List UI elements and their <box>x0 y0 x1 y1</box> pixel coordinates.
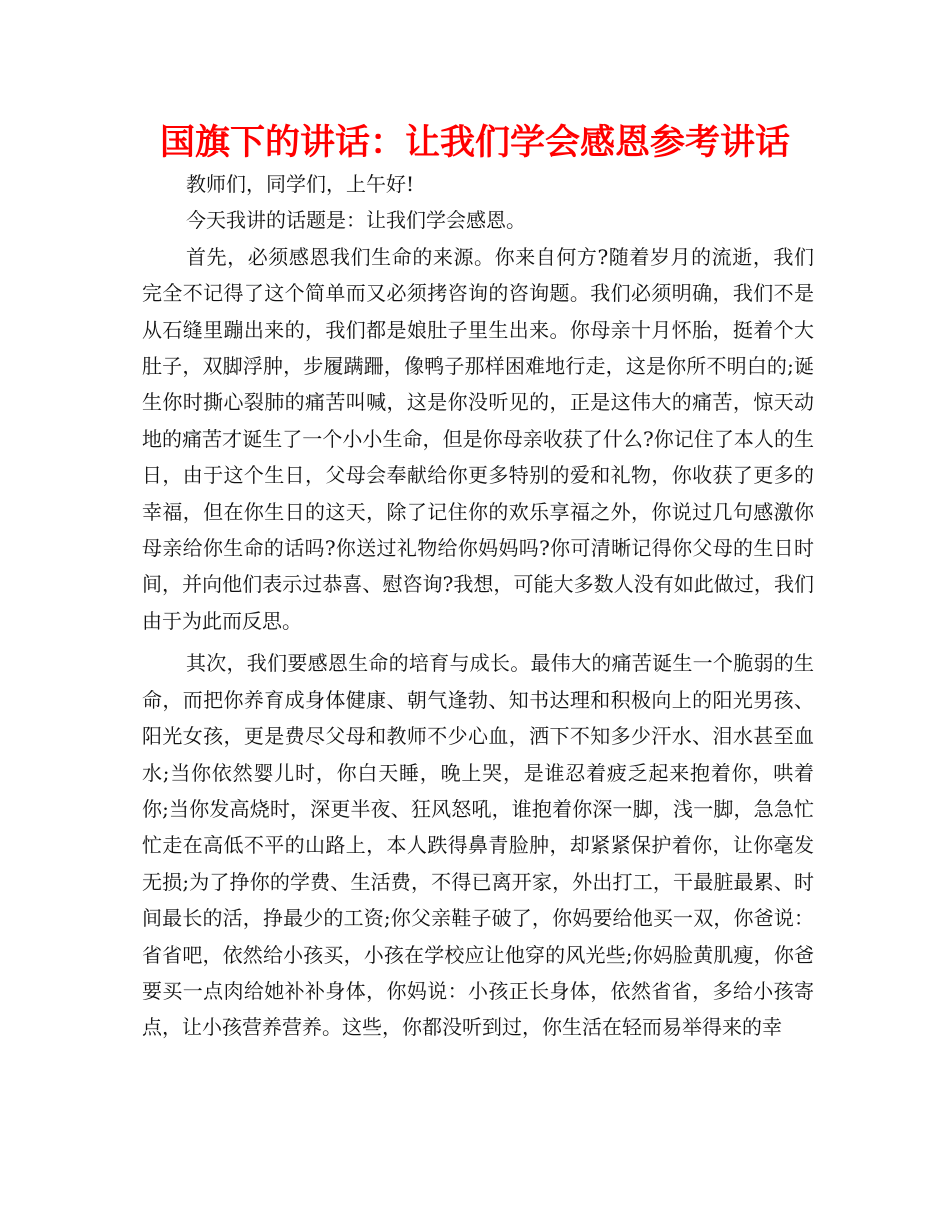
paragraph-topic: 今天我讲的话题是：让我们学会感恩。 <box>186 208 526 233</box>
document-title: 国旗下的讲话：让我们学会感恩参考讲话 <box>159 123 790 163</box>
paragraph-greeting: 教师们，同学们，上午好! <box>186 172 415 196</box>
paragraph-first-point: 首先，必须感恩我们生命的来源。你来自何方?随着岁月的流逝，我们完全不记得了这个简单而又必须拷咨询的咨询题。我们必须明确，我们不是从石缝里蹦出来的，我们都是娘肚子里生出来。你母亲十月怀胎，挺着个大肚子，双脚浮肿，步履蹒跚，像鸭子那样困难地行走，这是你所不明白的;诞生你时撕心裂肺的痛苦叫喊，这是你没听见的，正是这伟大的痛苦，惊天动地的痛苦才诞生了一个小小生命，但是你母亲收获了什么?你记住了本人的生日，由于这个生日，父母会奉献给你更多特别的爱和礼物，你收获了更多的幸福，但在你生日的这天，除了记住你的欢乐享福之外，你说过几句感激你母亲给你生命的话吗?你送过礼物给你妈妈吗?你可清晰记得你父母的生日时间，并向他们表示过恭喜、慰咨询?我想，可能大多数人没有如此做过，我们由于为此而反思。 <box>142 244 814 633</box>
document-body <box>142 166 814 1046</box>
paragraph-second-point: 其次，我们要感恩生命的培育与成长。最伟大的痛苦诞生一个脆弱的生命，而把你养育成身体健康、朝气逢勃、知书达理和积极向上的阳光男孩、阳光女孩，更是费尽父母和教师不少心血，洒下不知多少汗水、泪水甚至血水;当你依然婴儿时，你白天睡，晚上哭，是谁忍着疲乏起来抱着你，哄着你;当你发高烧时，深更半夜、狂风怒吼，谁抱着你深一脚，浅一脚，急急忙忙走在高低不平的山路上，本人跌得鼻青脸肿，却紧紧保护着你，让你毫发无损;为了挣你的学费、生活费，不得已离开家，外出打工，干最脏最累、时间最长的活，挣最少的工资;你父亲鞋子破了，你妈要给他买一双，你爸说：省省吧，依然给小孩买，小孩在学校应让他穿的风光些;你妈脸黄肌瘦，你爸要买一点肉给她补补身体，你妈说：小孩正长身体，依然省省，多给小孩寄点，让小孩营养营养。这些，你都没听到过，你生活在轻而易举得来的幸 <box>142 651 814 1040</box>
